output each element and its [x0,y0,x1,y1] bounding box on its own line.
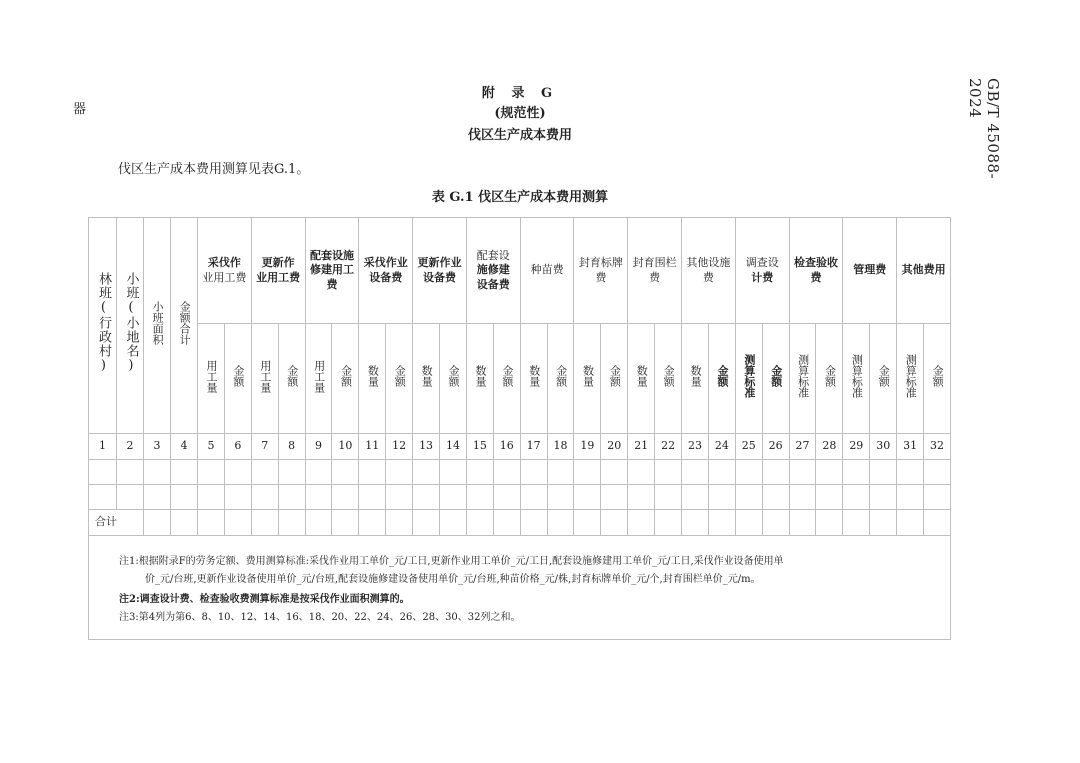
sub-amount-12: 金额 [816,324,843,434]
col-number: 8 [278,434,305,460]
col-number: 25 [735,434,762,460]
col-number: 10 [332,434,359,460]
sub-amount-1: 金额 [224,324,251,434]
group-header-inspection: 检查验收费 [789,218,843,324]
col-number: 5 [198,434,225,460]
col-number: 9 [305,434,332,460]
group-header-facility-equipment: 配套设 施修建 设备费 [466,218,520,324]
col-number: 23 [682,434,709,460]
normative-label: (规范性) [494,106,546,121]
col-number: 16 [493,434,520,460]
total-label: 合计 [89,510,144,536]
col-number: 7 [251,434,278,460]
note-3: 注3:第4列为第6、8、10、12、14、16、18、20、22、24、26、28、30、32列之和。 [119,612,521,623]
standard-number: GB/T 45088-2024 [966,78,1002,180]
sub-amount-8: 金额 [601,324,628,434]
col-number: 4 [171,434,198,460]
sub-std-12: 测算标准 [789,324,816,434]
column-number-row [89,434,951,460]
col-number: 17 [520,434,547,460]
col-number: 26 [762,434,789,460]
col-number: 2 [117,434,144,460]
group-header-renewal-labor: 更新作 业用工费 [251,218,305,324]
sub-amount-9: 金额 [655,324,682,434]
col-number: 20 [601,434,628,460]
sub-qty-5: 数量 [413,324,440,434]
col-number: 30 [870,434,897,460]
empty-data-row [89,485,951,510]
appendix-title: 伐区生产成本费用 [467,128,572,143]
sub-amount-4: 金额 [386,324,413,434]
sub-labor-2: 用工量 [251,324,278,434]
sub-std-13: 测算标准 [843,324,870,434]
group-header-other-costs: 其他费用 [897,218,951,324]
table-header-row [89,218,951,324]
col-number: 15 [466,434,493,460]
col-number: 27 [789,434,816,460]
col-header-forest-class: 林班(行政村) [89,218,117,434]
sub-amount-7: 金额 [547,324,574,434]
notes-box [88,535,951,640]
col-number: 32 [924,434,951,460]
col-number: 19 [574,434,601,460]
sub-qty-7: 数量 [520,324,547,434]
side-character: 器 [73,102,87,117]
group-header-logging-labor: 采伐作 业用工费 [198,218,252,324]
col-number: 31 [897,434,924,460]
col-number: 13 [413,434,440,460]
sub-std-11: 测算标准 [735,324,762,434]
intro-text: 伐区生产成本费用测算见表G.1。 [118,162,310,177]
cost-table [88,217,951,536]
table-subheader-row [89,324,951,434]
sub-labor-3: 用工量 [305,324,332,434]
sub-std-14: 测算标准 [897,324,924,434]
group-header-facility-labor: 配套设施修建用工费 [305,218,359,324]
sub-amount-10: 金额 [708,324,735,434]
total-row [89,510,951,536]
col-number: 11 [359,434,386,460]
group-header-survey-design: 调查设 计费 [735,218,789,324]
appendix-label: 附 录 G [481,86,559,101]
sub-qty-8: 数量 [574,324,601,434]
group-header-logging-equipment: 采伐作业设备费 [359,218,413,324]
sub-amount-6: 金额 [493,324,520,434]
sub-qty-10: 数量 [682,324,709,434]
col-header-area: 小班面积 [144,218,171,434]
group-header-fence: 封育围栏费 [628,218,682,324]
sub-amount-5: 金额 [440,324,467,434]
col-number: 14 [440,434,467,460]
sub-amount-2: 金额 [278,324,305,434]
col-number: 21 [628,434,655,460]
col-number: 22 [655,434,682,460]
empty-data-row [89,460,951,485]
table-caption: 表 G.1 伐区生产成本费用测算 [431,190,609,205]
group-header-signboard: 封育标牌费 [574,218,628,324]
col-number: 1 [89,434,117,460]
sub-qty-4: 数量 [359,324,386,434]
sub-amount-14: 金额 [924,324,951,434]
col-number: 6 [224,434,251,460]
group-header-seedling: 种苗费 [520,218,574,324]
group-header-other-facility: 其他设施费 [682,218,736,324]
col-header-subcompartment: 小班(小地名) [117,218,144,434]
col-header-total-amount: 金额合计 [171,218,198,434]
col-number: 18 [547,434,574,460]
note-2: 注2:调查设计费、检查验收费测算标准是按采伐作业面积测算的。 [119,594,410,605]
sub-amount-13: 金额 [870,324,897,434]
sub-labor-1: 用工量 [198,324,225,434]
note-1: 注1:根据附录F的劳务定额、费用测算标准:采伐作业用工单价_元/工日,更新作业用工单价_元/工日,配套设施修建用工单价_元/工日,采伐作业设备使用单 [119,556,784,567]
col-number: 28 [816,434,843,460]
col-number: 24 [708,434,735,460]
col-number: 12 [386,434,413,460]
col-number: 3 [144,434,171,460]
sub-qty-6: 数量 [466,324,493,434]
group-header-renewal-equipment: 更新作业设备费 [413,218,467,324]
sub-amount-3: 金额 [332,324,359,434]
group-header-management: 管理费 [843,218,897,324]
sub-amount-11: 金额 [762,324,789,434]
col-number: 29 [843,434,870,460]
note-1-continued: 价_元/台班,更新作业设备使用单价_元/台班,配套设施修建设备使用单价_元/台班,种苗价格_元/株,封育标牌单价_元/个,封育围栏单价_元/m。 [145,574,761,585]
sub-qty-9: 数量 [628,324,655,434]
